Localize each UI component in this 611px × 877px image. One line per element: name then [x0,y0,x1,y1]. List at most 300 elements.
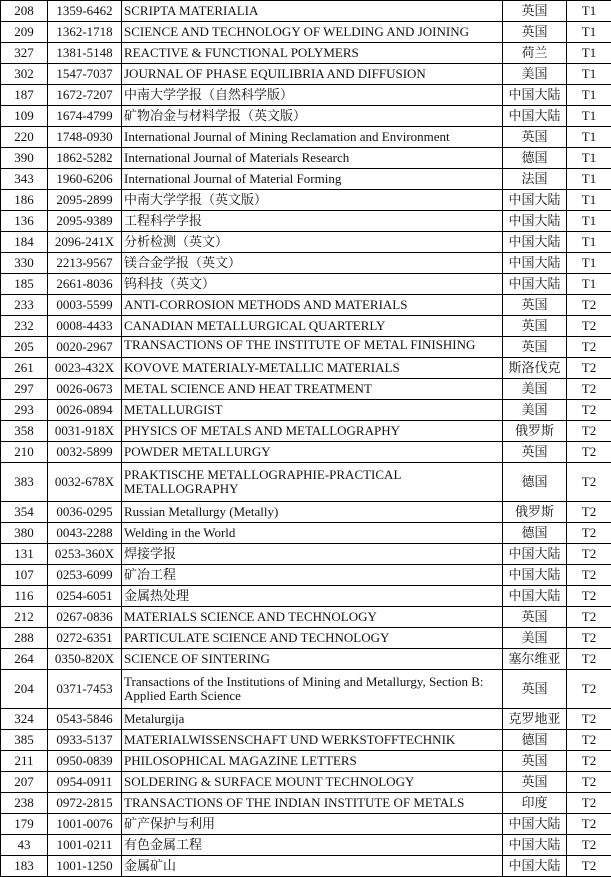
journal-title-cell-text: JOURNAL OF PHASE EQUILIBRIA AND DIFFUSION [124,66,426,81]
region-cell-text: 中国大陆 [508,567,560,582]
region-cell-text: 英国 [521,753,547,768]
journal-rank-cell-text: 207 [14,774,34,789]
table-row [1,169,611,190]
journal-title-cell-text: SCIENCE OF SINTERING [124,651,270,666]
tier-cell [567,730,611,751]
journal-title-cell [122,358,503,379]
journal-title-cell [122,463,503,502]
region-cell [503,544,567,565]
issn-cell [48,316,122,337]
journal-rank-cell-text: 179 [14,816,34,831]
issn-cell-text: 0036-0295 [56,504,112,519]
journal-rank-cell [1,502,48,523]
journal-rank-cell-text: 264 [14,651,34,666]
journal-table-body [1,1,611,877]
journal-title-cell-text: PARTICULATE SCIENCE AND TECHNOLOGY [124,630,389,645]
tier-cell-text: T2 [582,339,596,354]
issn-cell [48,565,122,586]
journal-rank-cell-text: 211 [14,753,33,768]
tier-cell-text: T1 [582,192,596,207]
region-cell [503,400,567,421]
journal-rank-cell [1,337,48,358]
journal-title-cell-text: REACTIVE & FUNCTIONAL POLYMERS [124,45,359,60]
tier-cell-text: T2 [582,816,596,831]
issn-cell [48,772,122,793]
journal-title-cell [122,793,503,814]
journal-rank-cell [1,814,48,835]
journal-title-cell-text: Transactions of the Institutions of Mining and Metallurgy, Section B: Applied Earth Science [124,674,484,703]
table-row [1,1,611,22]
journal-title-cell-text: Russian Metallurgy (Metally) [124,504,278,519]
region-cell [503,232,567,253]
tier-cell [567,628,611,649]
tier-cell-text: T2 [582,381,596,396]
table-row [1,814,611,835]
journal-title-cell-text: 金属矿山 [124,858,176,873]
issn-cell [48,523,122,544]
table-row [1,565,611,586]
region-cell-text: 中国大陆 [508,276,560,291]
tier-cell-text: T2 [582,474,596,489]
region-cell [503,523,567,544]
region-cell [503,85,567,106]
issn-cell [48,1,122,22]
journal-rank-cell [1,523,48,544]
region-cell-text: 俄罗斯 [515,504,554,519]
journal-rank-cell-text: 183 [14,858,34,873]
issn-cell-text: 1359-6462 [56,3,112,18]
journal-title-cell-text: 中南大学学报（自然科学版） [124,87,293,102]
journal-title-cell [122,751,503,772]
region-cell [503,565,567,586]
issn-cell [48,253,122,274]
table-row [1,856,611,877]
journal-rank-cell-text: 358 [14,423,34,438]
issn-cell [48,148,122,169]
table-row [1,730,611,751]
issn-cell [48,751,122,772]
region-cell-text: 美国 [521,630,547,645]
journal-rank-cell [1,106,48,127]
journal-rank-cell-text: 327 [14,45,34,60]
tier-cell-text: T1 [582,108,596,123]
journal-title-cell-text: PHILOSOPHICAL MAGAZINE LETTERS [124,753,357,768]
table-row [1,253,611,274]
issn-cell-text: 0933-5137 [56,732,112,747]
table-row [1,148,611,169]
journal-title-cell-text: Metalurgija [124,711,184,726]
journal-rank-cell [1,85,48,106]
journal-rank-cell [1,709,48,730]
journal-title-cell-text: ANTI-CORROSION METHODS AND MATERIALS [124,297,407,312]
issn-cell-text: 1960-6206 [56,171,112,186]
tier-cell [567,253,611,274]
tier-cell-text: T2 [582,567,596,582]
journal-rank-cell [1,856,48,877]
region-cell-text: 中国大陆 [508,255,560,270]
journal-rank-cell-text: 390 [14,150,34,165]
tier-cell [567,400,611,421]
tier-cell-text: T2 [582,546,596,561]
table-row [1,751,611,772]
journal-title-cell [122,1,503,22]
journal-title-cell-text: 金属热处理 [124,588,189,603]
journal-rank-cell-text: 204 [14,681,34,696]
table-row [1,190,611,211]
table-row [1,502,611,523]
tier-cell [567,607,611,628]
issn-cell-text: 0272-6351 [56,630,112,645]
journal-rank-cell-text: 184 [14,234,34,249]
table-row [1,127,611,148]
region-cell [503,22,567,43]
tier-cell-text: T2 [582,630,596,645]
tier-cell-text: T1 [582,276,596,291]
issn-cell [48,190,122,211]
journal-rank-cell [1,379,48,400]
journal-title-cell [122,295,503,316]
tier-cell-text: T2 [582,681,596,696]
tier-cell [567,814,611,835]
tier-cell-text: T1 [582,171,596,186]
region-cell-text: 美国 [521,381,547,396]
issn-cell [48,22,122,43]
journal-rank-cell-text: 238 [14,795,34,810]
issn-cell [48,442,122,463]
table-row [1,463,611,502]
tier-cell-text: T2 [582,858,596,873]
journal-title-cell [122,169,503,190]
journal-rank-cell-text: 205 [14,339,34,354]
journal-rank-cell-text: 232 [14,318,34,333]
tier-cell [567,793,611,814]
issn-cell [48,814,122,835]
journal-title-cell [122,772,503,793]
region-cell-text: 英国 [521,681,547,696]
journal-title-cell-text: 矿物冶金与材料学报（英文版） [124,108,306,123]
region-cell [503,751,567,772]
journal-rank-cell-text: 107 [14,567,34,582]
issn-cell [48,502,122,523]
region-cell-text: 塞尔维亚 [508,651,560,666]
journal-rank-cell-text: 209 [14,24,34,39]
tier-cell [567,709,611,730]
journal-rank-cell-text: 383 [14,474,34,489]
region-cell [503,106,567,127]
tier-cell [567,421,611,442]
tier-cell-text: T2 [582,732,596,747]
issn-cell [48,544,122,565]
journal-rank-cell-text: 136 [14,213,34,228]
tier-cell [567,835,611,856]
issn-cell-text: 0008-4433 [56,318,112,333]
tier-cell-text: T2 [582,753,596,768]
journal-title-cell-text: MATERIALS SCIENCE AND TECHNOLOGY [124,609,377,624]
issn-cell-text: 0371-7453 [56,681,112,696]
journal-rank-cell-text: 324 [14,711,34,726]
tier-cell [567,337,611,358]
issn-cell [48,709,122,730]
region-cell-text: 中国大陆 [508,87,560,102]
region-cell-text: 美国 [521,402,547,417]
issn-cell [48,358,122,379]
journal-rank-cell [1,730,48,751]
tier-cell [567,64,611,85]
journal-title-cell [122,835,503,856]
tier-cell [567,232,611,253]
journal-title-cell [122,856,503,877]
issn-cell-text: 0043-2288 [56,525,112,540]
journal-title-cell-text: POWDER METALLURGY [124,444,271,459]
journal-title-cell-text: 钨科技（英文） [124,276,215,291]
tier-cell [567,211,611,232]
journal-rank-cell [1,127,48,148]
tier-cell [567,85,611,106]
tier-cell [567,442,611,463]
issn-cell-text: 0031-918X [55,423,114,438]
region-cell [503,253,567,274]
region-cell [503,274,567,295]
tier-cell [567,856,611,877]
journal-rank-cell [1,628,48,649]
journal-title-cell-text: 工程科学学报 [124,213,202,228]
journal-title-cell-text: International Journal of Mining Reclamation and Environment [124,129,450,144]
issn-cell [48,169,122,190]
issn-cell-text: 0032-5899 [56,444,112,459]
region-cell-text: 美国 [521,66,547,81]
tier-cell [567,586,611,607]
region-cell-text: 克罗地亚 [508,711,560,726]
tier-cell [567,565,611,586]
tier-cell-text: T2 [582,297,596,312]
journal-title-cell-text: CANADIAN METALLURGICAL QUARTERLY [124,318,385,333]
journal-rank-cell [1,586,48,607]
journal-title-cell-text: METALLURGIST [124,402,223,417]
journal-rank-cell-text: 354 [14,504,34,519]
region-cell [503,730,567,751]
journal-title-cell [122,190,503,211]
journal-rank-cell-text: 131 [14,546,34,561]
journal-title-cell [122,670,503,709]
tier-cell-text: T1 [582,45,596,60]
region-cell [503,772,567,793]
table-row [1,43,611,64]
tier-cell-text: T2 [582,651,596,666]
journal-rank-cell [1,463,48,502]
table-row [1,295,611,316]
issn-cell-text: 1748-0930 [56,129,112,144]
table-row [1,211,611,232]
table-row [1,358,611,379]
issn-cell-text: 0026-0894 [56,402,112,417]
table-row [1,586,611,607]
journal-rank-cell-text: 233 [14,297,34,312]
table-row [1,835,611,856]
tier-cell [567,106,611,127]
issn-cell-text: 2095-2899 [56,192,112,207]
journal-rank-cell-text: 380 [14,525,34,540]
issn-cell-text: 2661-8036 [56,276,112,291]
tier-cell-text: T2 [582,360,596,375]
region-cell-text: 中国大陆 [508,108,560,123]
journal-title-cell-text: PHYSICS OF METALS AND METALLOGRAPHY [124,423,400,438]
journal-title-cell [122,64,503,85]
journal-title-cell-text: 矿产保护与利用 [124,816,215,831]
journal-title-cell [122,586,503,607]
table-row [1,442,611,463]
tier-cell-text: T2 [582,588,596,603]
tier-cell [567,751,611,772]
tier-cell-text: T2 [582,318,596,333]
journal-title-cell [122,127,503,148]
table-row [1,523,611,544]
tier-cell-text: T1 [582,129,596,144]
tier-cell-text: T1 [582,255,596,270]
tier-cell [567,190,611,211]
region-cell-text: 法国 [521,171,547,186]
issn-cell [48,793,122,814]
tier-cell [567,358,611,379]
journal-rank-cell-text: 293 [14,402,34,417]
region-cell [503,169,567,190]
issn-cell-text: 1674-4799 [56,108,112,123]
table-row [1,709,611,730]
issn-cell-text: 0950-0839 [56,753,112,768]
issn-cell [48,64,122,85]
region-cell [503,1,567,22]
journal-title-cell-text: METAL SCIENCE AND HEAT TREATMENT [124,381,372,396]
tier-cell-text: T1 [582,234,596,249]
region-cell-text: 德国 [521,525,547,540]
table-row [1,772,611,793]
journal-title-cell [122,544,503,565]
issn-cell [48,379,122,400]
journal-rank-cell [1,670,48,709]
issn-cell [48,274,122,295]
journal-rank-cell-text: 212 [14,609,34,624]
journal-rank-cell [1,253,48,274]
journal-rank-cell-text: 185 [14,276,34,291]
journal-title-cell-text: SCRIPTA MATERIALIA [124,3,258,18]
journal-rank-cell-text: 109 [14,108,34,123]
tier-cell [567,523,611,544]
journal-title-cell-text: 有色金属工程 [124,837,202,852]
region-cell-text: 德国 [521,150,547,165]
table-row [1,22,611,43]
table-row [1,649,611,670]
journal-title-cell-text: 分析检测（英文） [124,234,228,249]
journal-rank-cell-text: 288 [14,630,34,645]
journal-rank-cell-text: 210 [14,444,34,459]
journal-title-cell [122,106,503,127]
region-cell [503,379,567,400]
journal-title-cell [122,379,503,400]
region-cell-text: 中国大陆 [508,546,560,561]
region-cell [503,586,567,607]
journal-title-cell [122,502,503,523]
journal-rank-cell [1,544,48,565]
journal-rank-cell [1,358,48,379]
tier-cell [567,274,611,295]
journal-title-cell-text: SOLDERING & SURFACE MOUNT TECHNOLOGY [124,774,414,789]
region-cell-text: 英国 [521,318,547,333]
issn-cell [48,649,122,670]
journal-rank-cell-text: 297 [14,381,34,396]
journal-rank-cell-text: 302 [14,66,34,81]
journal-rank-cell [1,607,48,628]
region-cell [503,628,567,649]
region-cell [503,316,567,337]
region-cell [503,421,567,442]
region-cell [503,43,567,64]
issn-cell [48,337,122,358]
region-cell [503,835,567,856]
journal-rank-cell [1,64,48,85]
journal-rank-cell [1,1,48,22]
region-cell [503,502,567,523]
journal-title-cell [122,43,503,64]
tier-cell-text: T2 [582,609,596,624]
issn-cell [48,730,122,751]
table-row [1,628,611,649]
table-row [1,337,611,358]
tier-cell-text: T1 [582,24,596,39]
tier-cell [567,1,611,22]
region-cell [503,463,567,502]
issn-cell-text: 0543-5846 [56,711,112,726]
issn-cell-text: 0023-432X [55,360,114,375]
journal-title-cell [122,85,503,106]
region-cell [503,607,567,628]
journal-rank-cell [1,295,48,316]
journal-title-cell-text: International Journal of Material Forming [124,171,341,186]
tier-cell [567,772,611,793]
journal-title-cell [122,274,503,295]
tier-cell-text: T2 [582,525,596,540]
issn-cell [48,586,122,607]
journal-rank-cell [1,565,48,586]
issn-cell-text: 0253-360X [55,546,114,561]
issn-cell-text: 1381-5148 [56,45,112,60]
tier-cell-text: T1 [582,150,596,165]
table-row [1,421,611,442]
tier-cell-text: T2 [582,795,596,810]
issn-cell [48,628,122,649]
journal-title-cell [122,523,503,544]
journal-rank-cell [1,751,48,772]
journal-rank-cell [1,400,48,421]
issn-cell-text: 0954-0911 [57,774,113,789]
issn-cell [48,607,122,628]
journal-rank-cell-text: 116 [14,588,33,603]
journal-title-cell [122,316,503,337]
region-cell [503,649,567,670]
issn-cell-text: 0253-6099 [56,567,112,582]
issn-cell-text: 2096-241X [55,234,114,249]
journal-rank-cell [1,772,48,793]
region-cell-text: 斯洛伐克 [508,360,560,375]
table-row [1,316,611,337]
journal-rank-cell-text: 208 [14,3,34,18]
journal-rank-cell [1,421,48,442]
tier-cell [567,295,611,316]
tier-cell-text: T2 [582,423,596,438]
table-row [1,379,611,400]
journal-title-cell [122,22,503,43]
tier-cell [567,43,611,64]
journal-title-cell-text: TRANSACTIONS OF THE INSTITUTE OF METAL FINISHING [124,339,500,351]
journal-title-cell [122,211,503,232]
